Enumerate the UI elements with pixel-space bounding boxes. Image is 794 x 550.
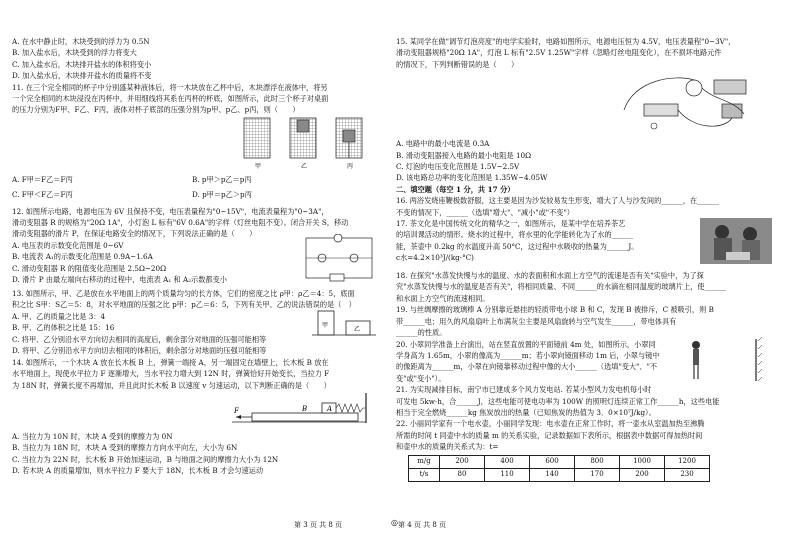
table-cell: 110: [485, 468, 530, 481]
table-cell: 230: [665, 468, 710, 481]
q15-figure: [396, 70, 778, 138]
q11-figure: [12, 116, 380, 174]
q17-formula: c水=4.2×10³J/(kg·°C): [396, 253, 474, 263]
q16-line-2: 不变的情况下，______（选填"增大"、"减小"或"不变"）: [396, 207, 574, 217]
right-column: [396, 36, 778, 482]
q20-line-3: 的像距离为______m，小翠在向镜靠移动过程中像的大小______（选填"变大"、"不: [396, 362, 658, 372]
beaker-yi: [290, 118, 316, 158]
table-head-time: t/s: [409, 468, 440, 481]
q22-data-table: [408, 455, 710, 482]
beaker-jia: [244, 118, 270, 158]
q12-line-1: 12. 如图所示电路，电源电压为 6V 且保持不变，电压表量程为"0~15V"，电流表量程为"0~3A"，: [12, 206, 329, 216]
table-cell: 170: [575, 468, 620, 481]
q22-line-3: 和壶中水的质量的关系式为：t=: [396, 442, 499, 452]
q13-blocks-figure: [312, 307, 376, 339]
q14-option-a: A. 当拉力为 10N 时，木块 A 受到的摩擦力为 0N: [12, 431, 173, 441]
q19-line-2: 带______电；用久的风扇扇叶上布满灰尘主要是风扇旋转与空气发生______，带电体具有: [396, 316, 677, 326]
q15-option-c: C. 灯泡的电压变化范围是 1.5V~2.5V: [396, 162, 520, 172]
beaker-label-jia: 甲: [255, 162, 262, 170]
q14-figure: [12, 391, 380, 431]
q18-line-1: 18. 在探究"水蒸发快慢与水的温度、水的表面积和水面上方空气的流速是否有关"实验中，为了探: [396, 271, 704, 281]
q14-option-d: D. 若木块 A 的质量增加，则水平拉力 F 要大于 18N，长木板 B 才会匀速运动: [12, 466, 264, 476]
block-label-jia: 甲: [322, 321, 329, 329]
q15-option-a: A. 电路中的最小电流是 0.3A: [396, 139, 490, 149]
table-cell: 1200: [665, 455, 710, 468]
q13-option-c: C. 将甲、乙分别沿水平方向切去相同的高度后，剩余部分对地面的压强可能相等: [12, 334, 267, 344]
q14-line-1: 14. 如图所示，一个木块 A 放在长木板 B 上，弹簧一端接 A，另一端固定在墙壁上，长木板 B 放在: [12, 357, 329, 367]
table-cell: 80: [440, 468, 485, 481]
q10-option-c: C. 加入盐水后，木块排开盐水的体积将变小: [12, 59, 152, 69]
mirror-figure: [686, 335, 772, 385]
table-cell: 400: [485, 455, 530, 468]
q17-block: [396, 218, 778, 266]
q11-options-row-1: [12, 174, 380, 185]
left-column: [12, 36, 380, 477]
beaker-label-yi: 乙: [301, 162, 308, 170]
q10-option-a: A. 在水中静止时，木块受到的浮力为 0.5N: [12, 37, 150, 46]
q13-option-b: B. 甲、乙的体积之比是 15：16: [12, 323, 115, 333]
table-cell: 1000: [620, 455, 665, 468]
block-label-yi: 乙: [354, 325, 361, 333]
q16-line-1: 16. 两浴发烧座鞭极数舒服，这主要是因为沙发较易发生形变，增大了人与沙发间的______，在______: [396, 196, 719, 206]
q11-options-row-2: [12, 189, 380, 200]
q18-line-3: 和水面上方空气的流速相同。: [396, 293, 490, 303]
table-row: [409, 468, 710, 481]
label-f: F: [234, 406, 239, 415]
q12-option-a: A. 电压表的示数变化范围是 0~6V: [12, 240, 124, 250]
table-row: [409, 455, 710, 468]
q10-option-b: B. 加入盐水后，木块受到的浮力将变大: [12, 48, 137, 58]
q15-circuit-photo: [614, 70, 764, 136]
q13-option-d: D. 将甲、乙分别沿水平方向切去相同的体积后，剩余部分对地面的压强可能相等: [12, 345, 267, 355]
q22-line-1: 22. 小丽同学家有一个电水壶，小丽同学发现：电水壶在正常工作时，将一壶水从室温加热至沸腾: [396, 419, 705, 429]
table-cell: 800: [575, 455, 620, 468]
q21-line-2: 可发电 5kw·h，合______J，这些电能可使电功率为 100W 的照明灯连续正常工作______h，这些电能: [396, 396, 720, 406]
q18-line-2: 究"水蒸发快慢与水的温度是否有关"，将相同质量、不同______的水滴在相同温度的玻璃片上，使______: [396, 282, 727, 292]
q11-line-1: 11. 在三个完全相同的杯子中分别盛某种液体后，将一木块放在乙杯中后，木块漂浮在液体中，将另: [12, 82, 328, 92]
beaker-label-bing: 丙: [347, 162, 354, 170]
table-cell: 140: [530, 468, 575, 481]
q20-line-1: 20. 小翠同学准备上台演出，站在竖直放置的平面镜前 4m 处，如图所示，小翠同: [396, 339, 656, 349]
q17-line-2: 的培训课活动的情形。烧水的过程中，将水里的化学能转化为了水的______: [396, 230, 634, 240]
label-b: B: [302, 404, 308, 413]
q13-option-a: A. 甲、乙的质量之比是 3：4: [12, 311, 106, 321]
q12-option-c: C. 滑动变阻器 R 的阻值变化范围是 2.5Ω~20Ω: [12, 263, 167, 273]
table-cell: 200: [440, 455, 485, 468]
q14-option-c: C. 当拉力为 22N 时，长木板 B 开始加速运动，B 与地面之间的摩擦力大小为 12N: [12, 454, 279, 464]
q15-line-2: 滑动变阻器规格"20Ω 1A"，灯泡 L 标有"2.5V 1.25W"字样（忽略灯丝电阻变化），在不损坏电路元件: [396, 48, 722, 58]
beakers-illustration: [12, 116, 380, 174]
q13-options-block: [12, 311, 380, 357]
q11-option-a: A. F甲＝F乙＝F丙: [12, 174, 73, 184]
q11-line-3: 的压力分别为F甲、F乙、F丙，液体对杯子底部的压强分别为p甲、p乙、p丙，则（ ）: [12, 105, 300, 115]
q11-option-c: C. F甲＜F乙＝F丙: [12, 190, 73, 200]
q15-option-d: D. 该电路总功率的变化范围是 1.35W~4.05W: [396, 173, 548, 183]
q14-line-2: 水平地面上，现使水平拉力 F 逐渐增大，当水平拉力增大到 12N 时，弹簧恰好开始变长，当拉力 F: [12, 369, 330, 379]
beaker-bing: [336, 118, 362, 158]
q13-line-1: 13. 如图所示，甲、乙是放在水平地面上的两个质量均匀的长方体，它们的密度之比 ρ甲：ρ乙＝4：5，底面: [12, 288, 355, 298]
q19-line-1: 19. 与丝绸摩擦的玻璃棒 A 分别靠近悬挂的轻质带电小球 B 和 C，发现 B 被排斥，C 被吸引，则 B: [396, 305, 714, 315]
q12-options-block: [12, 240, 380, 288]
q12-line-2: 滑动变阻器 R 的规格为"20Ω 1A"，小灯泡 L 标有"6V 0.6A"的字样（灯丝电阻不变）。闭合开关 S，移动: [12, 218, 349, 228]
table-cell: 200: [620, 468, 665, 481]
q20-block: [396, 339, 778, 385]
q11-option-b: B. p甲＞p乙＝p丙: [192, 174, 252, 184]
q12-circuit-diagram: [302, 234, 376, 282]
q20-line-4: 变"或"变小"）。: [396, 373, 446, 383]
q19-line-3: ______的性质。: [396, 328, 447, 338]
table-cell: 600: [530, 455, 575, 468]
tea-ceremony-photo: [700, 218, 772, 264]
q14-line-3: 为 18N 时，弹簧长度不再增加，并且此时长木板 B 以速度 v 匀速运动，以下判断正确的是（ ）: [12, 380, 331, 390]
q13-line-2: 积之比 S甲：S乙＝5：8，对水平地面的压强之比 p甲：p乙＝6：5，下列有关甲、乙的说法错误的是（ ）: [12, 300, 356, 310]
q11-line-2: 一个完全相同的木块浸没在丙杯中，并用细线将其系在丙杯的杯底，如图所示，此时三个杯子对桌面: [12, 94, 329, 104]
q17-line-1: 17. 茶文化是中国传统文化的精华之一，如图所示，是某中学在培养茶艺: [396, 219, 626, 229]
q15-line-1: 15. 某同学在做"调节灯泡亮度"的电学实验时，电路如图所示，电源电压恒为 4.5V，电压表量程"0~3V"，: [396, 37, 736, 46]
q10-option-d: D. 加入盐水后，木块排开盐水的质量将不变: [12, 71, 152, 81]
q14-option-b: B. 当拉力为 18N 时，木块 A 受到的摩擦力方向水平向左，大小为 6N: [12, 443, 238, 453]
q17-line-3: 能，茶壶中 0.2kg 的水温度升高 50°C，这过程中水吸收的热量为______J。: [396, 241, 639, 251]
spring-board-illustration: [232, 391, 372, 431]
section-2-heading: 二、填空题（每空 1 分，共 17 分）: [396, 184, 515, 194]
page-footer-right: 第 4 页 共 8 页: [398, 521, 447, 529]
label-a: A: [327, 404, 333, 413]
q11-option-d: D. p甲＝p乙＞p丙: [192, 190, 252, 200]
q15-option-b: B. 滑动变阻器接入电路的最小电阻是 10Ω: [396, 150, 532, 160]
q20-line-2: 学身高为 1.65m，小翠的像高为______m；若小翠向镜面移动 1m 后，小翠与镜中: [396, 350, 660, 360]
q21-line-3: 相当于完全燃烧______kg 焦炭放出的热量（已知焦炭的热值为 3．0×10⁷J/kg）。: [396, 407, 656, 417]
q21-line-1: 21. 为实现减排目标，南宁市已建成多个风力发电站. 若某小型风力发电机每小时: [396, 385, 652, 395]
q12-option-d: D. 滑片 P 由最左端向右移动的过程中，电流表 A₁ 和 A₂示数都变小: [12, 275, 227, 285]
q12-line-3: 滑动变阻器的滑片 P，在保证电路安全的情况下，下列说法正确的是（ ）: [12, 229, 257, 239]
q12-option-b: B. 电流表 A₁的示数变化范围是 0.9A~1.6A: [12, 252, 153, 262]
center-binding-mark: ◎: [391, 518, 398, 527]
page-footer-left: 第 3 页 共 8 页: [294, 521, 343, 529]
q22-line-2: 所需的时间 t 同壶中水的质量 m 的关系实验，记录数据如下表所示，根据表中数据可得加热时间: [396, 430, 703, 440]
table-head-mass: m/g: [409, 455, 440, 468]
q15-line-3: 的情况下，下列判断错误的是（ ）: [396, 59, 519, 69]
